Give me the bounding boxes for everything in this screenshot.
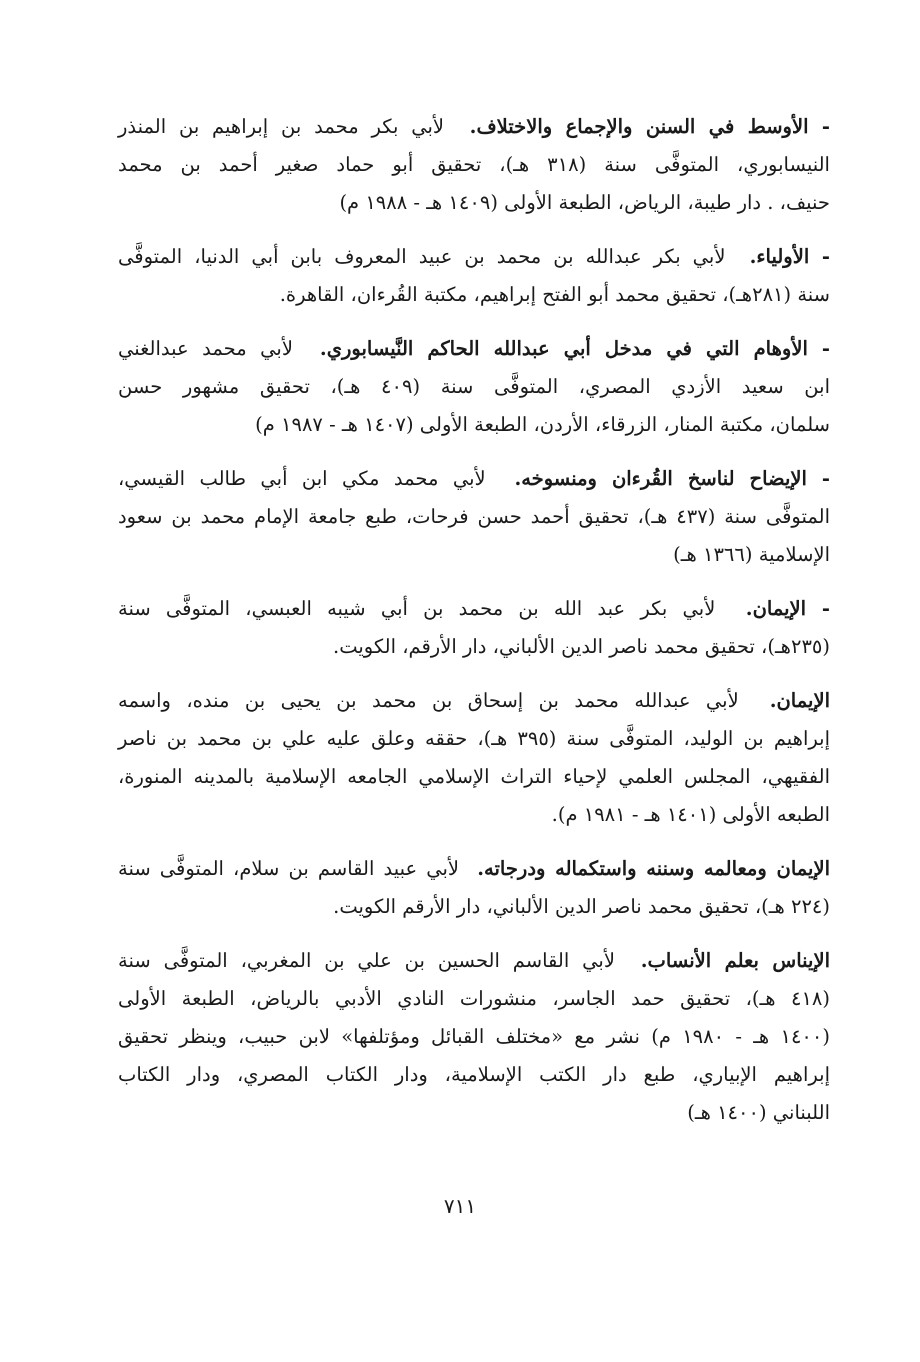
entry-title: الإيناس بعلم الأنساب.: [640, 949, 830, 972]
bibliography-entry: [118, 850, 830, 926]
entry-text: لأبي القاسم الحسين بن علي بن المغربي، المتوفَّى سنة: [118, 949, 615, 972]
entry-title: - الأولياء.: [749, 245, 830, 268]
entry-line: الفقيهي، المجلس العلمي لإحياء التراث الإسلامي الجامعه الإسلامية بالمدينه المنورة،: [118, 765, 830, 788]
entry-line: المتوفَّى سنة (٤٣٧ هـ)، تحقيق أحمد حسن فرحات، طبع جامعة الإمام محمد بن سعود: [118, 505, 830, 528]
entry-title: - الإيضاح لناسخ القُرءان ومنسوخه.: [514, 467, 831, 490]
entry-line: الإسلامية (١٣٦٦ هـ): [673, 543, 830, 566]
entry-text: لأبي محمد مكي ابن أبي طالب القيسي،: [118, 467, 486, 490]
entry-line: النيسابوري، المتوفَّى سنة (٣١٨ هـ)، تحقيق أبو حماد صغير أحمد بن محمد: [118, 153, 830, 176]
entry-line: إبراهيم بن الوليد، المتوفَّى سنة (٣٩٥ هـ)، حققه وعلق عليه علي بن محمد بن ناصر: [118, 727, 830, 750]
entry-text: لأبي عبدالله محمد بن إسحاق بن محمد بن يحيى بن منده، واسمه: [118, 689, 739, 712]
bibliography-entry: [118, 330, 830, 444]
page-number: ٧١١: [443, 1194, 477, 1218]
entry-line: [118, 330, 830, 368]
bibliography-entry: [118, 460, 830, 574]
entry-line: اللبناني (١٤٠٠ هـ): [687, 1101, 830, 1124]
entry-line: سنة (٢٨١هـ)، تحقيق محمد أبو الفتح إبراهيم، مكتبة القُرءان، القاهرة.: [279, 283, 830, 306]
entry-line: [118, 460, 830, 498]
bibliography-entry: [118, 238, 830, 314]
entry-line: [118, 682, 830, 720]
entry-line: [118, 942, 830, 980]
entry-title: - الأوهام التي في مدخل أبي عبدالله الحاكم النَّيسابوري.: [319, 337, 831, 360]
entry-line: حنيف، . دار طيبة، الرياض، الطبعة الأولى (١٤٠٩ هـ - ١٩٨٨ م): [339, 191, 830, 214]
entry-line: (٢٢٤ هـ)، تحقيق محمد ناصر الدين الألباني، دار الأرقم الكويت.: [333, 895, 830, 918]
entry-text: لأبي محمد عبدالغني: [118, 337, 293, 360]
entry-line: (٤١٨ هـ)، تحقيق حمد الجاسر، منشورات النادي الأدبي بالرياض، الطبعة الأولى: [118, 987, 830, 1010]
entry-text: لأبي بكر محمد بن إبراهيم بن المنذر: [118, 115, 445, 138]
bibliography-list: [118, 108, 830, 1148]
entry-text: لأبي بكر عبد الله بن محمد بن أبي شيبه العبسي، المتوفَّى سنة: [118, 597, 716, 620]
bibliography-entry: [118, 682, 830, 834]
entry-text: لأبي بكر عبدالله بن محمد بن عبيد المعروف بابن أبي الدنيا، المتوفَّى: [118, 245, 726, 268]
entry-title: - الإيمان.: [745, 597, 830, 620]
entry-line: [118, 108, 830, 146]
bibliography-entry: [118, 942, 830, 1132]
entry-line: ابن سعيد الأزدي المصري، المتوفَّى سنة (٤٠٩ هـ)، تحقيق مشهور حسن: [118, 375, 830, 398]
entry-title: الإيمان.: [769, 689, 830, 712]
bibliography-entry: [118, 108, 830, 222]
entry-line: [118, 590, 830, 628]
entry-line: سلمان، مكتبة المنار، الزرقاء، الأردن، الطبعة الأولى (١٤٠٧ هـ - ١٩٨٧ م): [255, 413, 830, 436]
entry-line: [118, 238, 830, 276]
bibliography-entry: [118, 590, 830, 666]
entry-line: (٢٣٥هـ)، تحقيق محمد ناصر الدين الألباني، دار الأرقم، الكويت.: [333, 635, 830, 658]
entry-line: إبراهيم الإبياري، طبع دار الكتب الإسلامية، ودار الكتاب المصري، ودار الكتاب: [118, 1063, 830, 1086]
entry-line: (١٤٠٠ هـ - ١٩٨٠ م) نشر مع «مختلف القبائل ومؤتلفها» لابن حبيب، وينظر تحقيق: [118, 1025, 830, 1048]
entry-line: الطبعه الأولى (١٤٠١ هـ - ١٩٨١ م).: [551, 803, 830, 826]
entry-line: [118, 850, 830, 888]
entry-title: الإيمان ومعالمه وسننه واستكماله ودرجاته.: [477, 857, 830, 880]
entry-text: لأبي عبيد القاسم بن سلام، المتوفَّى سنة: [118, 857, 460, 880]
entry-title: - الأوسط في السنن والإجماع والاختلاف.: [469, 115, 830, 138]
